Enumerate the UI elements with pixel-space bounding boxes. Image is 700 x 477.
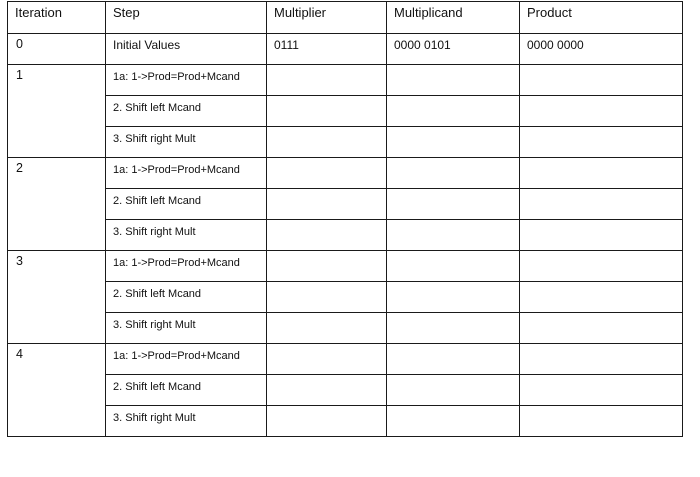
product-cell [520,96,683,127]
multiplicand-cell [387,406,520,437]
multiplier-cell [267,344,387,375]
multiplicand-cell [387,127,520,158]
table-row [8,282,683,313]
header-row [8,2,683,34]
product-cell [520,282,683,313]
multiplier-cell [267,127,387,158]
multiplier-cell: 0111 [267,34,387,65]
product-cell [520,313,683,344]
table-row [8,220,683,251]
multiplier-cell [267,406,387,437]
iteration-cell: 3 [8,251,106,344]
step-cell: 2. Shift left Mcand [106,189,267,220]
product-cell [520,65,683,96]
table-row [8,127,683,158]
multiplier-cell [267,189,387,220]
step-cell: 3. Shift right Mult [106,127,267,158]
multiplier-cell [267,282,387,313]
product-cell [520,158,683,189]
multiplier-cell [267,96,387,127]
step-cell: 2. Shift left Mcand [106,282,267,313]
multiplicand-cell [387,96,520,127]
multiplier-cell [267,251,387,282]
initial-values-row [8,34,683,65]
table-row [8,96,683,127]
multiplier-cell [267,375,387,406]
table-row [8,344,683,375]
product-cell [520,220,683,251]
step-cell: 2. Shift left Mcand [106,96,267,127]
multiplicand-cell [387,251,520,282]
step-cell: 1a: 1->Prod=Prod+Mcand [106,251,267,282]
table-row [8,313,683,344]
table-header [8,2,683,34]
product-cell [520,344,683,375]
step-cell: 1a: 1->Prod=Prod+Mcand [106,65,267,96]
product-cell [520,375,683,406]
iteration-cell: 1 [8,65,106,158]
step-cell: 1a: 1->Prod=Prod+Mcand [106,158,267,189]
multiplicand-cell [387,344,520,375]
multiplier-cell [267,158,387,189]
step-cell: 3. Shift right Mult [106,313,267,344]
table-row [8,406,683,437]
multiplicand-cell: 0000 0101 [387,34,520,65]
header-iteration: Iteration [8,2,106,34]
header-multiplier: Multiplier [267,2,387,34]
step-cell: Initial Values [106,34,267,65]
multiplicand-cell [387,282,520,313]
product-cell [520,406,683,437]
product-cell [520,189,683,220]
table-row [8,158,683,189]
multiplicand-cell [387,189,520,220]
product-cell [520,251,683,282]
step-cell: 2. Shift left Mcand [106,375,267,406]
multiplication-table-container [7,1,683,437]
multiplication-steps-table [7,1,683,437]
step-cell: 3. Shift right Mult [106,220,267,251]
product-cell: 0000 0000 [520,34,683,65]
multiplicand-cell [387,313,520,344]
step-cell: 1a: 1->Prod=Prod+Mcand [106,344,267,375]
table-body [8,34,683,437]
step-cell: 3. Shift right Mult [106,406,267,437]
product-cell [520,127,683,158]
header-multiplicand: Multiplicand [387,2,520,34]
multiplier-cell [267,313,387,344]
multiplicand-cell [387,65,520,96]
multiplicand-cell [387,158,520,189]
multiplier-cell [267,65,387,96]
multiplicand-cell [387,220,520,251]
multiplier-cell [267,220,387,251]
table-row [8,375,683,406]
table-row [8,189,683,220]
table-row [8,65,683,96]
iteration-cell: 4 [8,344,106,437]
header-step: Step [106,2,267,34]
multiplicand-cell [387,375,520,406]
iteration-cell: 0 [8,34,106,65]
iteration-cell: 2 [8,158,106,251]
table-row [8,251,683,282]
header-product: Product [520,2,683,34]
